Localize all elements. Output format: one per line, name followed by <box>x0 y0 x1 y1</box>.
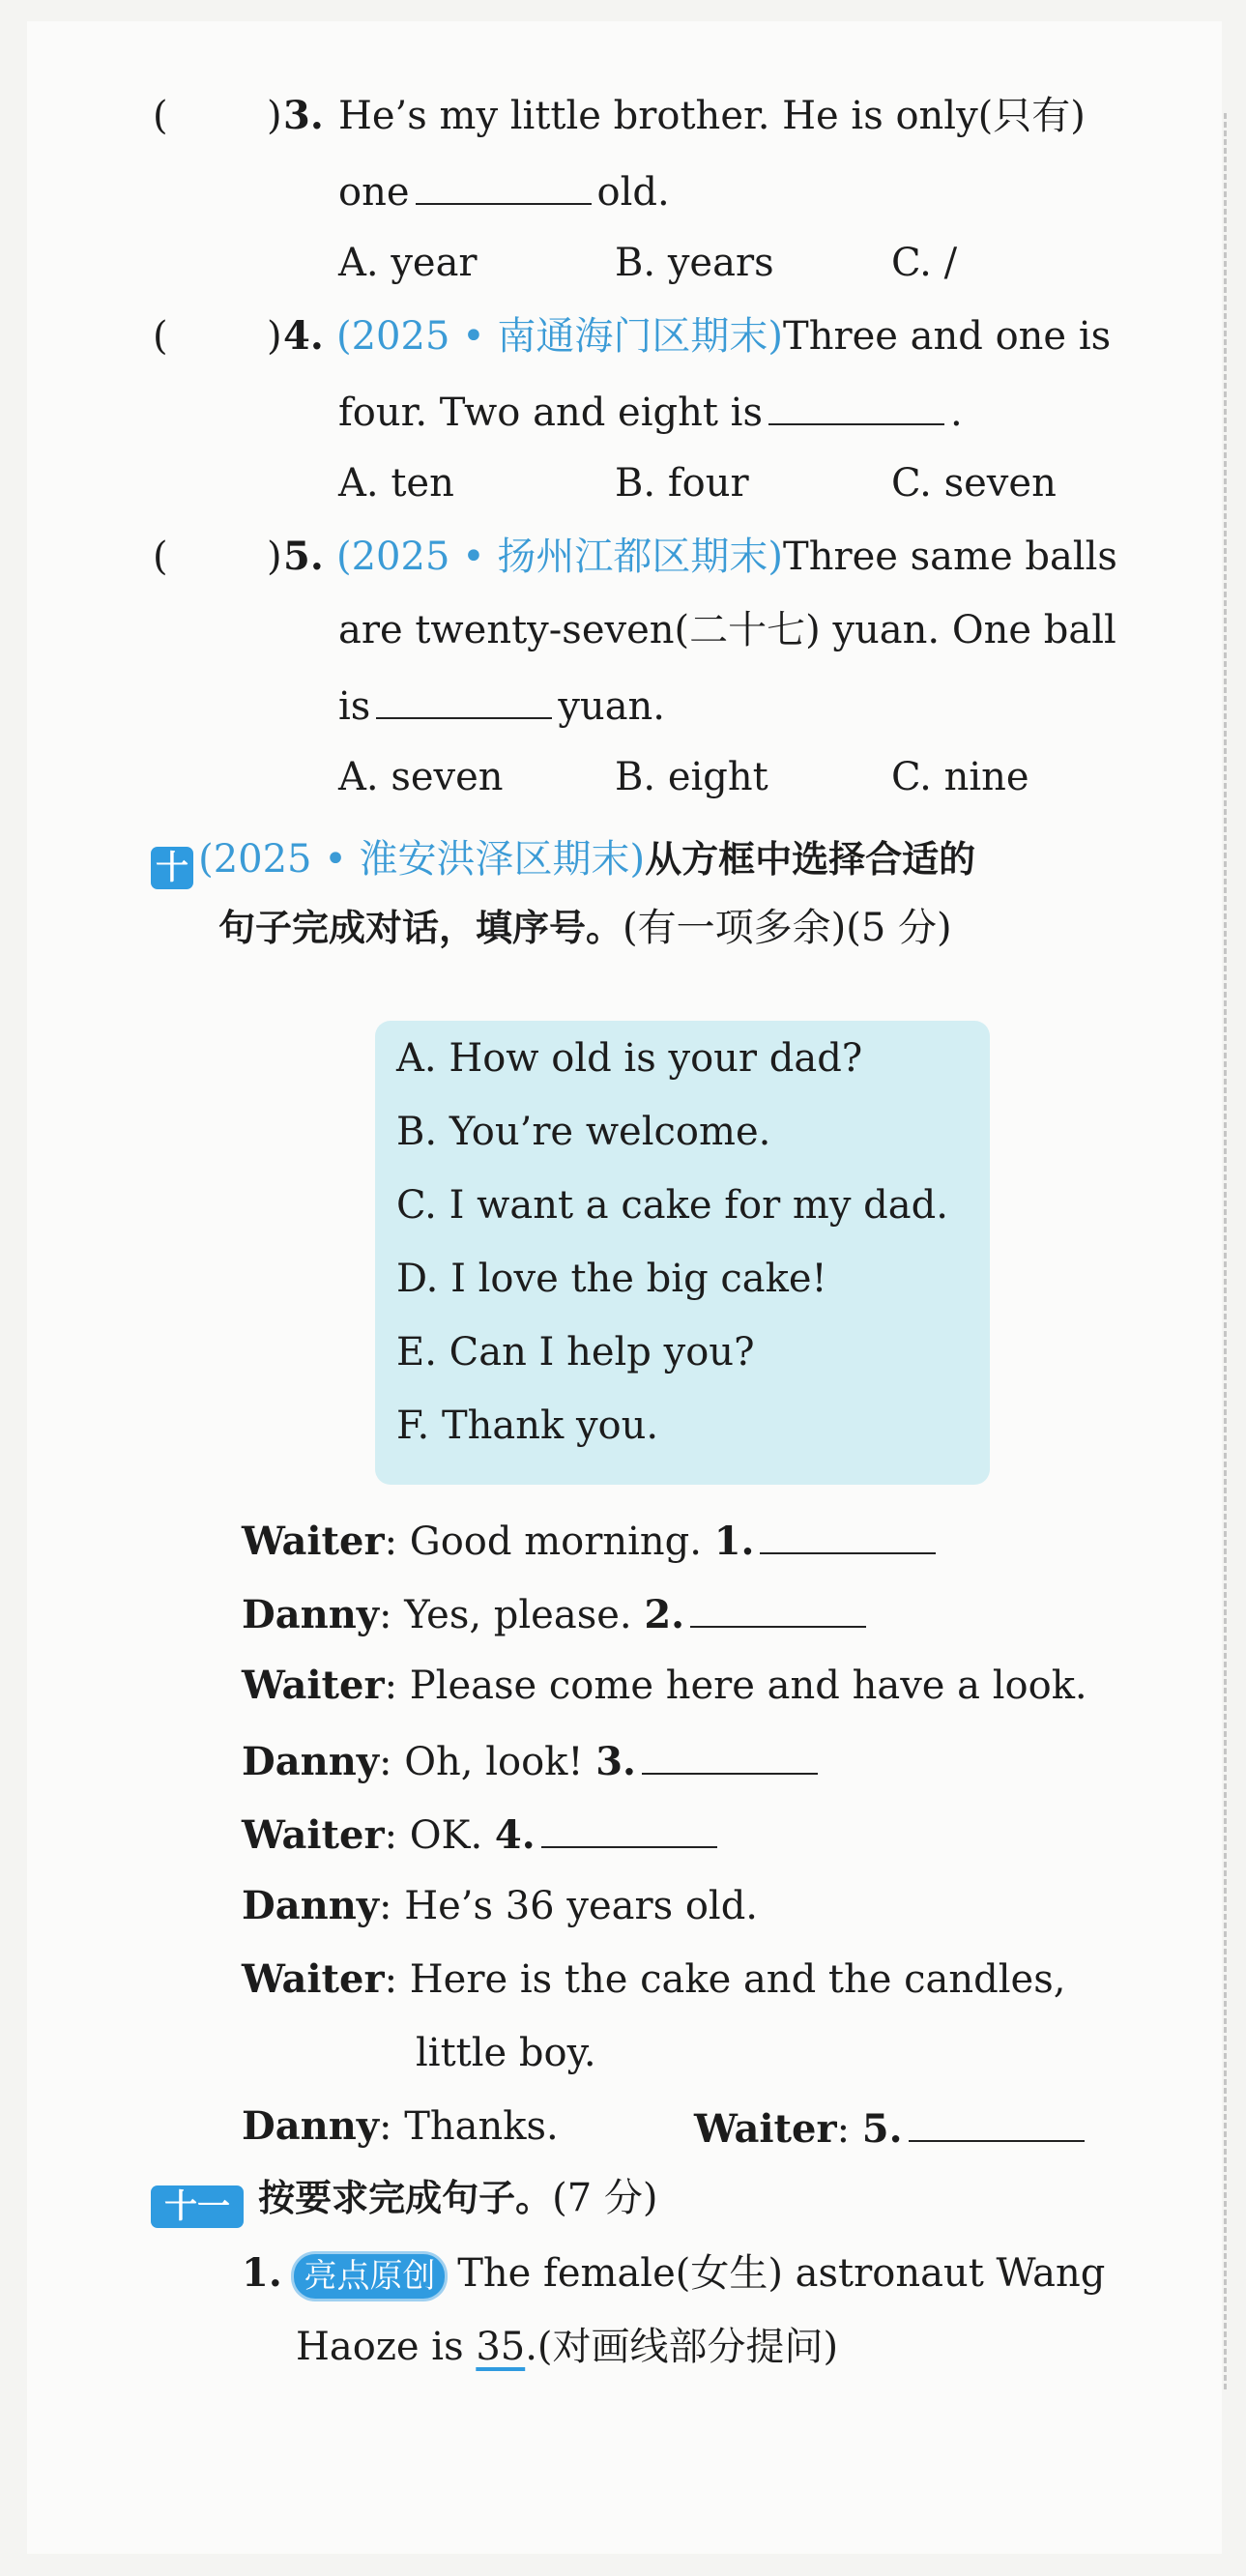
answer-blank[interactable] <box>376 679 552 719</box>
source-label: (2025 • 南通海门区期末) <box>336 314 784 359</box>
answer-blank[interactable] <box>541 1808 717 1848</box>
colon: : <box>379 2104 392 2149</box>
box-option-d: D. I love the big cake! <box>396 1257 827 1301</box>
blank-number: 3. <box>595 1739 636 1784</box>
speaker: Waiter <box>242 1519 385 1564</box>
answer-blank[interactable] <box>909 2101 1085 2142</box>
options-box <box>375 1021 990 1485</box>
q4-line2-end: . <box>949 391 963 435</box>
section-10-heading <box>151 829 975 889</box>
dialogue-text-cont: little boy. <box>416 2031 596 2075</box>
q3-line2-end: old. <box>596 170 670 215</box>
question-number: 1. <box>242 2250 282 2296</box>
speaker: Waiter <box>242 1956 385 2002</box>
option-b: B. four <box>615 461 749 506</box>
blank-number: 4. <box>494 1812 536 1858</box>
option-b: B. eight <box>615 755 768 799</box>
dialogue-text: Yes, please. <box>404 1593 632 1637</box>
dialogue-line <box>242 1514 942 1567</box>
s11-q1-text2: Haoze is <box>296 2325 464 2369</box>
answer-blank[interactable] <box>768 385 944 425</box>
source-label: (2025 • 扬州江都区期末) <box>336 535 784 579</box>
blank-number: 1. <box>713 1519 755 1564</box>
blank-number: 2. <box>644 1592 685 1637</box>
q4-line1 <box>336 311 1111 362</box>
answer-paren-open: ( <box>153 94 168 138</box>
question-number: 3. <box>283 93 324 138</box>
answer-blank[interactable] <box>416 164 592 205</box>
dialogue-line <box>242 1587 872 1640</box>
dialogue-line <box>242 2101 559 2152</box>
s11-q1-line1 <box>242 2248 1105 2299</box>
answer-paren-close: ) <box>267 94 282 138</box>
option-c: C. nine <box>891 755 1029 799</box>
worksheet-page <box>27 21 1222 2554</box>
dialogue-text: Thanks. <box>404 2104 559 2149</box>
box-option-b: B. You’re welcome. <box>396 1110 771 1154</box>
option-c: C. seven <box>891 461 1057 506</box>
box-option-f: F. Thank you. <box>396 1404 659 1448</box>
dialogue-text: OK. <box>409 1813 483 1858</box>
q5-line2: are twenty-seven(二十七) yuan. One ball <box>338 608 1116 652</box>
colon: : <box>836 2107 851 2152</box>
dialogue-text: Here is the cake and the candles, <box>409 1957 1066 2002</box>
speaker: Waiter <box>694 2106 837 2152</box>
answer-paren-close: ) <box>267 314 282 359</box>
colon: : <box>379 1593 392 1637</box>
q3-line2 <box>338 164 670 217</box>
colon: : <box>379 1740 392 1784</box>
box-option-c: C. I want a cake for my dad. <box>396 1183 948 1228</box>
section-title: 从方框中选择合适的 <box>645 838 976 881</box>
option-c: C. / <box>891 241 958 285</box>
option-a: A. seven <box>338 755 504 799</box>
dialogue-text: Good morning. <box>409 1520 702 1564</box>
section-10-subtitle <box>218 903 952 961</box>
box-option-a: A. How old is your dad? <box>396 1036 863 1081</box>
option-a: A. ten <box>338 461 454 506</box>
dialogue-line <box>242 1881 758 1931</box>
s11-q1-text: The female(女生) astronaut Wang <box>457 2251 1106 2296</box>
colon: : <box>384 1520 398 1564</box>
s11-q1-instruction: .(对画线部分提问) <box>525 2325 839 2369</box>
box-option-e: E. Can I help you? <box>396 1330 755 1375</box>
option-a: A. year <box>338 241 478 285</box>
colon: : <box>379 1884 392 1928</box>
underlined-part: 35 <box>476 2325 526 2369</box>
q4-line1-text: Three and one is <box>783 314 1112 359</box>
original-badge: 亮点原创 <box>294 2254 445 2299</box>
section-title: 按要求完成句子。 <box>258 2177 553 2219</box>
q3-line2-start: one <box>338 170 410 215</box>
q4-line2-start: four. Two and eight is <box>338 391 763 435</box>
section-number-icon: 十一 <box>151 2185 244 2228</box>
q3-line1: He’s my little brother. He is only(只有) <box>338 94 1086 138</box>
dialogue-text: Please come here and have a look. <box>409 1664 1087 1708</box>
dialogue-line <box>242 1734 824 1787</box>
dialogue-text: He’s 36 years old. <box>404 1884 759 1928</box>
section-title-cont: 句子完成对话，填序号。 <box>218 907 623 949</box>
answer-blank[interactable] <box>760 1514 936 1554</box>
q5-line3-start: is <box>338 684 371 729</box>
q4-line2 <box>338 385 963 438</box>
q5-line1 <box>336 532 1117 582</box>
colon: : <box>384 1813 398 1858</box>
section-number-icon: 十 <box>151 847 193 889</box>
speaker: Danny <box>242 1592 380 1637</box>
speaker: Danny <box>242 1883 380 1928</box>
source-label: (2025 • 淮安洪泽区期末) <box>198 837 646 882</box>
dialogue-line <box>242 1661 1087 1711</box>
q5-line3 <box>338 679 665 732</box>
colon: : <box>384 1664 398 1708</box>
margin-dashed-line <box>1224 113 1227 2389</box>
speaker: Waiter <box>242 1812 385 1858</box>
colon: : <box>384 1957 398 2002</box>
dialogue-line <box>242 1808 723 1861</box>
dialogue-line <box>242 1954 1065 2005</box>
answer-blank[interactable] <box>690 1587 866 1628</box>
question-number: 4. <box>283 313 324 359</box>
blank-number: 5. <box>861 2106 903 2152</box>
question-number: 5. <box>283 534 324 579</box>
option-b: B. years <box>615 241 774 285</box>
answer-paren-open: ( <box>153 535 168 579</box>
q5-line1-text: Three same balls <box>783 535 1117 579</box>
speaker: Danny <box>242 2103 380 2149</box>
dialogue-text: Oh, look! <box>404 1740 584 1784</box>
speaker: Danny <box>242 1739 380 1784</box>
section-note: (有一项多余)(5 分) <box>623 906 952 950</box>
dialogue-line <box>694 2101 1090 2155</box>
section-note: (7 分) <box>552 2176 658 2220</box>
s11-q1-line2 <box>296 2322 838 2372</box>
answer-blank[interactable] <box>642 1734 818 1775</box>
answer-paren-open: ( <box>153 314 168 359</box>
section-11-heading <box>151 2173 657 2231</box>
q5-line3-end: yuan. <box>558 684 666 729</box>
answer-paren-close: ) <box>267 535 282 579</box>
speaker: Waiter <box>242 1663 385 1708</box>
